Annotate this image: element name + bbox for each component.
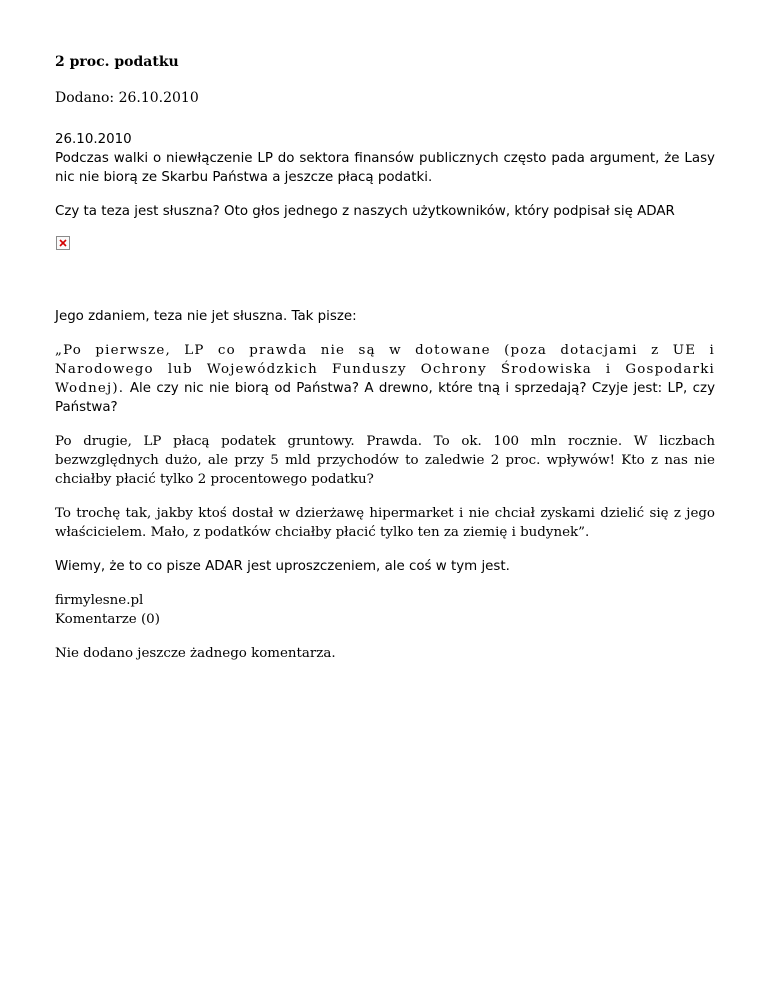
date-added: Dodano: 26.10.2010 (55, 90, 199, 106)
source: firmylesne.pl (55, 593, 144, 608)
article-date: 26.10.2010 (55, 132, 132, 147)
article-lead (55, 130, 715, 187)
article-title: 2 proc. podatku (55, 54, 179, 70)
quote-1-part-2: Ale czy nic nie biorą od Państwa? A drewno, które tną i sprzedają? Czyje jest: LP, czy Państwa? (55, 381, 715, 415)
article-intro: Podczas walki o niewłączenie LP do sektora finansów publicznych często pada argument, że Lasy nic nie biorą ze Skarbu Państwa a jeszcze płacą podatki. (55, 151, 715, 185)
article (55, 52, 715, 678)
article-question: Czy ta teza jest słuszna? Oto głos jednego z naszych użytkowników, który podpisał się ADAR (55, 204, 675, 219)
quote-1-part-1: „Po pierwsze, LP co prawda nie są w dotowane (poza dotacjami z UE i Narodowego lub Wojewódzkich Funduszy Ochrony Środowiska i Gospodarki Wodnej). (55, 343, 715, 396)
no-comments-text: Nie dodano jeszcze żadnego komentarza. (55, 646, 336, 661)
opinion-intro: Jego zdaniem, teza nie jet słuszna. Tak pisze: (55, 309, 357, 324)
article-image-area (55, 236, 715, 307)
broken-image-icon (56, 236, 70, 250)
quote-paragraph-2: Po drugie, LP płacą podatek gruntowy. Prawda. To ok. 100 mln rocznie. W liczbach bezwzględnych dużo, ale przy 5 mld przychodów to zaledwie 2 proc. wpływów! Kto z nas nie chciałby płacić tylko 2 procentowego podatku? (55, 434, 715, 487)
quote-paragraph-3: To trochę tak, jakby ktoś dostał w dzierżawę hipermarket i nie chciał zyskami dzielić się z jego właścicielem. Mało, z podatków chciałby płacić tylko ten za ziemię i budynek”. (55, 506, 715, 540)
quote-paragraph-1 (55, 341, 715, 417)
conclusion: Wiemy, że to co pisze ADAR jest uproszczeniem, ale coś w tym jest. (55, 559, 510, 574)
comments-heading: Komentarze (0) (55, 612, 160, 627)
source-and-comments (55, 591, 715, 629)
